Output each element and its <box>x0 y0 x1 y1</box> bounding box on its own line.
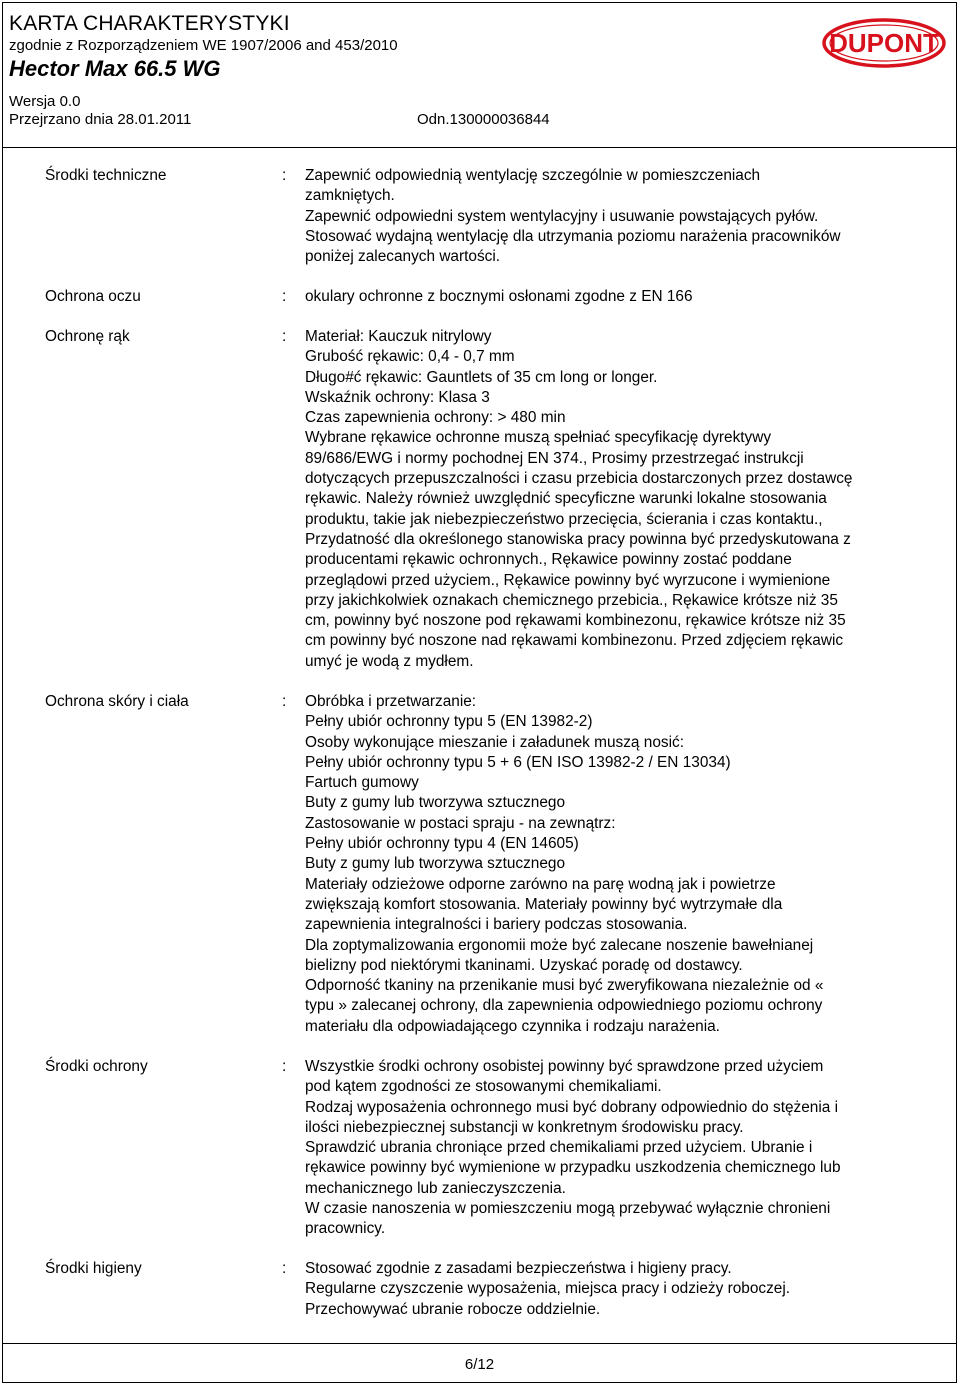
content-line: produktu, takie jak niebezpieczeństwo przecięcia, ścierania i czas kontaktu., <box>305 510 823 528</box>
content-line: pracownicy. <box>305 1220 386 1238</box>
content-line: Stosować wydajną wentylację dla utrzymania poziomu narażenia pracowników <box>305 227 841 245</box>
section-colon: : <box>282 167 287 184</box>
content-line: Odporność tkaniny na przenikanie musi być zweryfikowana niezależnie od « <box>305 977 824 995</box>
content-line: przeglądowi przed użyciem., Rękawice powinny być wyrzucone i wymienione <box>305 571 831 589</box>
content-line: Rodzaj wyposażenia ochronnego musi być dobrany odpowiednio do stężenia i <box>305 1098 839 1116</box>
content-line: pod kątem zgodności ze stosowanymi chemikaliami. <box>305 1078 662 1096</box>
section-label: Środki ochrony <box>45 1058 148 1075</box>
section-label: Ochrona skóry i ciała <box>45 693 189 710</box>
section-content <box>305 1259 941 1320</box>
content-line: Zastosowanie w postaci spraju - na zewnątrz: <box>305 814 616 832</box>
dupont-logo-icon <box>821 17 947 69</box>
content-line: typu » zalecanej ochrony, dla zapewnienia odpowiedniego poziomu ochrony <box>305 997 823 1015</box>
content-line: okulary ochronne z bocznymi osłonami zgodne z EN 166 <box>305 288 693 305</box>
document-title: KARTA CHARAKTERYSTYKI <box>9 12 290 35</box>
section-label: Ochronę rąk <box>45 328 130 345</box>
revision-date: Przejrzano dnia 28.01.2011 <box>9 111 192 128</box>
content-line: Osoby wykonujące mieszanie i załadunek muszą nosić: <box>305 733 684 751</box>
content-line: Zapewnić odpowiednią wentylację szczególnie w pomieszczeniach <box>305 167 761 184</box>
section-colon: : <box>282 288 287 305</box>
content-line: bielizny pod niektórymi tkaninami. Uzyskać poradę od dostawcy. <box>305 956 743 974</box>
revision-row <box>9 111 909 129</box>
content-line: Pełny ubiór ochronny typu 5 + 6 (EN ISO 13982-2 / EN 13034) <box>305 753 731 771</box>
content-line: Fartuch gumowy <box>305 774 419 792</box>
section-label: Środki techniczne <box>45 167 167 184</box>
content-line: 89/686/EWG i normy pochodnej EN 374., Prosimy przestrzegać instrukcji <box>305 449 804 467</box>
content-line: Buty z gumy lub tworzywa sztucznego <box>305 794 566 812</box>
section-colon: : <box>282 693 287 710</box>
content-line: Wskaźnik ochrony: Klasa 3 <box>305 388 490 406</box>
content-line: W czasie nanoszenia w pomieszczeniu mogą przebywać wyłącznie chronieni <box>305 1200 831 1218</box>
page-number: 6/12 <box>464 1356 495 1373</box>
content-line: zapewnienia integralności i bariery podczas stosowania. <box>305 916 688 934</box>
section-content <box>305 692 941 1037</box>
content-line: Sprawdzić ubrania chroniące przed chemikaliami przed użyciem. Ubranie i <box>305 1139 813 1157</box>
content-line: Czas zapewnienia ochrony: > 480 min <box>305 409 566 427</box>
content-line: Zapewnić odpowiedni system wentylacyjny i usuwanie powstających pyłów. <box>305 207 819 225</box>
content-line: Obróbka i przetwarzanie: <box>305 693 477 710</box>
content-line: Długo#ć rękawic: Gauntlets of 35 cm long or longer. <box>305 368 658 386</box>
content-line: Materiał: Kauczuk nitrylowy <box>305 328 492 345</box>
reference-number: Odn.130000036844 <box>417 111 550 128</box>
content-line: dotyczących przepuszczalności i czasu przebicia dostarczonych przez dostawcę <box>305 470 853 488</box>
section-content <box>305 327 941 672</box>
content-line: Wszystkie środki ochrony osobistej powinny być sprawdzone przed użyciem <box>305 1058 824 1075</box>
content-line: producentami rękawic ochronnych., Rękawice powinny zostać poddane <box>305 551 792 569</box>
content-line: umyć je wodą z mydłem. <box>305 652 474 670</box>
content-line: Materiały odzieżowe odporne zarówno na parę wodną jak i powietrze <box>305 875 776 893</box>
content-line: Pełny ubiór ochronny typu 5 (EN 13982-2) <box>305 713 593 731</box>
content-line: Przechowywać ubranie robocze oddzielnie. <box>305 1300 601 1318</box>
content-line: cm, powinny być noszone pod rękawami kombinezonu, rękawice krótsze niż 35 <box>305 612 846 630</box>
section-content <box>305 287 941 307</box>
content-line: rękawice powinny być wymienione w przypadku uszkodzenia chemicznego lub <box>305 1159 841 1177</box>
content-line: cm powinny być noszone nad rękawami kombinezonu. Przed zdjęciem rękawic <box>305 632 844 650</box>
section-colon: : <box>282 328 287 345</box>
content-line: Dla zoptymalizowania ergonomii może być zalecane noszenie bawełnianej <box>305 936 814 954</box>
content-line: zwiększają komfort stosowania. Materiały powinny być wytrzymałe dla <box>305 895 783 913</box>
product-name: Hector Max 66.5 WG <box>9 56 221 81</box>
header-divider <box>3 147 956 148</box>
section-content <box>305 166 941 267</box>
version-label: Wersja 0.0 <box>9 93 81 110</box>
regulation-subtitle: zgodnie z Rozporządzeniem WE 1907/2006 and 453/2010 <box>9 37 398 54</box>
content-line: Wybrane rękawice ochronne muszą spełniać specyfikację dyrektywy <box>305 429 772 447</box>
content-line: Przydatność dla określonego stanowiska pracy powinna być przedyskutowana z <box>305 530 851 548</box>
section-colon: : <box>282 1058 287 1075</box>
document-page <box>2 2 957 1383</box>
content-line: Buty z gumy lub tworzywa sztucznego <box>305 855 566 873</box>
content-line: Regularne czyszczenie wyposażenia, miejsca pracy i odzieży roboczej. <box>305 1280 791 1298</box>
section-label: Ochrona oczu <box>45 288 141 305</box>
content-line: poniżej zalecanych wartości. <box>305 248 501 266</box>
footer-divider <box>3 1343 956 1344</box>
content-line: ilości niebezpiecznej substancji w konkretnym środowisku pracy. <box>305 1118 744 1136</box>
document-header <box>9 11 909 129</box>
content-line: rękawic. Należy również uwzględnić specyficzne warunki lokalne stosowania <box>305 490 827 508</box>
section-content <box>305 1057 941 1240</box>
content-line: materiału dla odpowiadającego czynnika i rodzaju narażenia. <box>305 1017 720 1035</box>
section-colon: : <box>282 1260 287 1277</box>
content-line: przy jakichkolwiek oznakach chemicznego przebicia., Rękawice krótsze niż 35 <box>305 591 838 609</box>
logo-text: DUPONT <box>829 28 939 58</box>
content-line: Stosować zgodnie z zasadami bezpieczeństwa i higieny pracy. <box>305 1260 732 1277</box>
content-line: zamkniętych. <box>305 187 395 205</box>
content-line: mechanicznego lub zanieczyszczenia. <box>305 1179 566 1197</box>
content-line: Grubość rękawic: 0,4 - 0,7 mm <box>305 348 515 366</box>
content-line: Pełny ubiór ochronny typu 4 (EN 14605) <box>305 835 579 853</box>
section-label: Środki higieny <box>45 1260 142 1277</box>
